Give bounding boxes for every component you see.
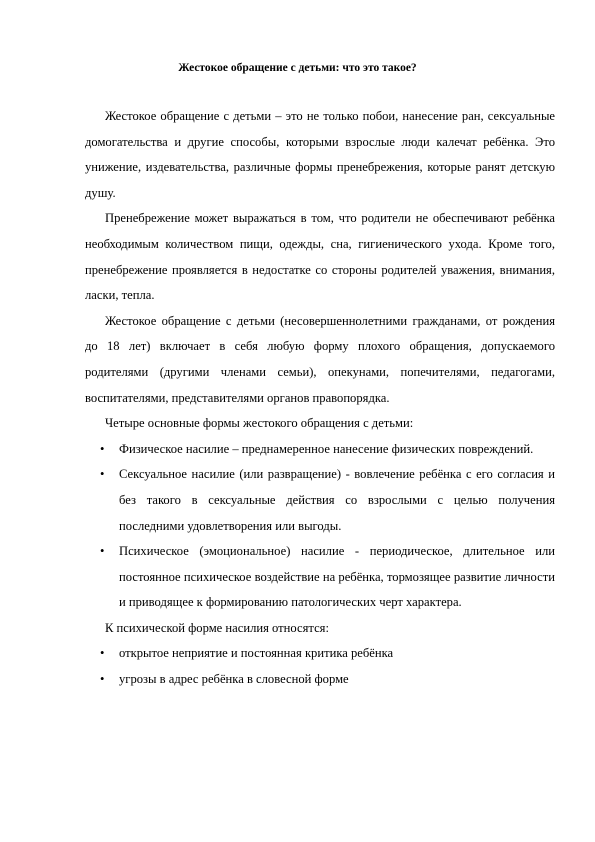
psych-intro: К психической форме насилия относятся: <box>105 620 329 635</box>
list-item-text: открытое неприятие и постоянная критика ребёнка <box>119 646 394 661</box>
document-title: Жестокое обращение с детьми: что это такое? <box>178 62 417 74</box>
bullet-icon: • <box>100 672 105 687</box>
paragraph-neglect: Пренебрежение может выражаться в том, что родители не обеспечивают ребёнка необходимым количеством пищи, одежды, сна, гигиенического ухода. Кроме того, пренебрежение проявляется в недостатке со стороны родителей уважения, внимания, ласки, тепла. <box>85 211 555 303</box>
list-item-text: угрозы в адрес ребёнка в словесной форме <box>119 672 349 687</box>
list-item-sexual <box>85 462 555 539</box>
bullet-icon: • <box>100 467 105 482</box>
bullet-icon: • <box>100 646 105 661</box>
forms-intro: Четыре основные формы жестокого обращения с детьми: <box>105 416 414 431</box>
paragraph-definition: Жестокое обращение с детьми – это не только побои, нанесение ран, сексуальные домогательства и другие способы, которыми взрослые люди калечат ребёнка. Это унижение, издевательства, различные формы пренебрежения, которые ранят детскую душу. <box>85 109 555 200</box>
document-body <box>85 104 555 693</box>
forms-list <box>85 437 555 616</box>
bullet-icon: • <box>100 544 105 559</box>
list-item-rejection <box>85 641 555 667</box>
list-item-physical <box>85 437 555 463</box>
psych-list <box>85 641 555 692</box>
list-item-text: Психическое (эмоциональное) насилие - периодическое, длительное или постоянное психическое воздействие на ребёнка, тормозящее развитие личности и приводящее к формированию патологических черт характера. <box>119 544 555 610</box>
bullet-icon: • <box>100 441 105 456</box>
list-item-text: Сексуальное насилие (или развращение) - вовлечение ребёнка с его согласия и без такого в сексуальные действия со взрослыми с целью получения последними удовлетворения или выгоды. <box>119 467 555 533</box>
list-item-threats <box>85 667 555 693</box>
paragraph-scope: Жестокое обращение с детьми (несовершеннолетними гражданами, от рождения до 18 лет) включает в себя любую форму плохого обращения, допускаемого родителями (другими членами семьи), опекунами, попечителями, педагогами, воспитателями, представителями органов правопорядка. <box>85 313 555 405</box>
list-item-psychological <box>85 539 555 616</box>
list-item-text: Физическое насилие – преднамеренное нанесение физических повреждений. <box>119 441 534 456</box>
